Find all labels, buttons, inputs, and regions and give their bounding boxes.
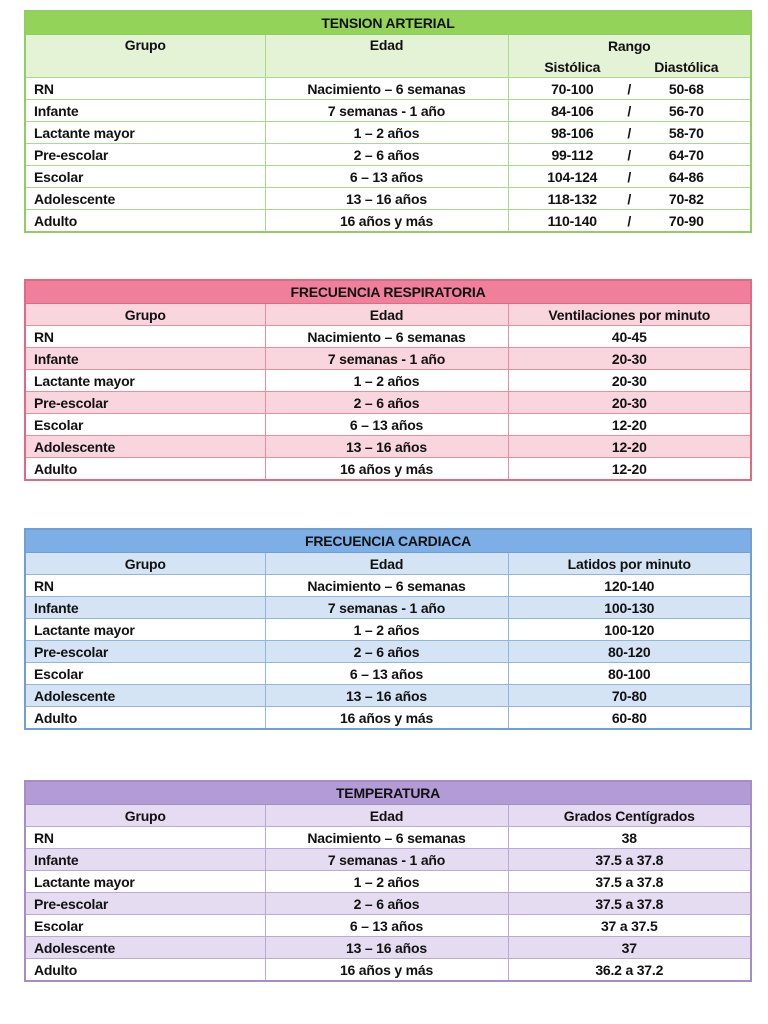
cell-rango <box>508 100 751 122</box>
cell-valor: 37.5 a 37.8 <box>508 893 751 915</box>
table-row <box>25 575 751 597</box>
cell-diastolica: 50-68 <box>668 80 704 97</box>
table-header-row <box>25 304 751 326</box>
cell-grupo: Adulto <box>25 959 265 982</box>
table-row <box>25 827 751 849</box>
cell-valor: 37 a 37.5 <box>508 915 751 937</box>
cell-valor: 120-140 <box>508 575 751 597</box>
cell-sistolica: 104-124 <box>547 168 598 185</box>
table-row <box>25 619 751 641</box>
cell-edad: 2 – 6 años <box>265 893 508 915</box>
cell-grupo: RN <box>25 78 265 100</box>
cell-sistolica: 84-106 <box>551 102 594 119</box>
table-row <box>25 871 751 893</box>
cell-edad: Nacimiento – 6 semanas <box>265 326 508 348</box>
table-row <box>25 915 751 937</box>
cell-grupo: Infante <box>25 849 265 871</box>
cell-valor: 12-20 <box>508 414 751 436</box>
table-row <box>25 348 751 370</box>
table-row <box>25 392 751 414</box>
cell-edad: 2 – 6 años <box>265 392 508 414</box>
cell-grupo: RN <box>25 827 265 849</box>
table-header-row <box>25 553 751 575</box>
cell-grupo: Lactante mayor <box>25 370 265 392</box>
table-row <box>25 641 751 663</box>
cell-rango <box>508 188 751 210</box>
header-grupo: Grupo <box>25 304 265 326</box>
header-edad: Edad <box>265 805 508 827</box>
frecuencia-cardiaca-table <box>24 528 752 730</box>
cell-grupo: Adolescente <box>25 685 265 707</box>
table-row <box>25 959 751 982</box>
cell-edad: Nacimiento – 6 semanas <box>265 827 508 849</box>
cell-diastolica: 64-70 <box>668 146 704 163</box>
cell-valor: 70-80 <box>508 685 751 707</box>
cell-edad: 6 – 13 años <box>265 915 508 937</box>
table-row <box>25 210 751 233</box>
table-row <box>25 937 751 959</box>
table-row <box>25 414 751 436</box>
cell-sistolica: 118-132 <box>547 190 597 207</box>
cell-edad: 2 – 6 años <box>265 144 508 166</box>
cell-valor: 80-120 <box>508 641 751 663</box>
header-grupo: Grupo <box>25 805 265 827</box>
table-row <box>25 436 751 458</box>
cell-grupo: Infante <box>25 100 265 122</box>
temperatura-body <box>25 781 751 981</box>
cell-edad: 6 – 13 años <box>265 663 508 685</box>
cell-edad: Nacimiento – 6 semanas <box>265 78 508 100</box>
cell-edad: 13 – 16 años <box>265 188 508 210</box>
cell-grupo: Lactante mayor <box>25 619 265 641</box>
cell-edad: 7 semanas - 1 año <box>265 100 508 122</box>
cell-valor: 40-45 <box>508 326 751 348</box>
cell-separator: / <box>627 80 632 97</box>
cell-edad: Nacimiento – 6 semanas <box>265 575 508 597</box>
table-title-row <box>25 11 751 35</box>
cell-valor: 20-30 <box>508 392 751 414</box>
cell-edad: 16 años y más <box>265 458 508 481</box>
cell-grupo: Infante <box>25 597 265 619</box>
header-edad: Edad <box>265 553 508 575</box>
table-row <box>25 326 751 348</box>
cell-grupo: Escolar <box>25 166 265 188</box>
cell-grupo: Lactante mayor <box>25 122 265 144</box>
header-valor: Latidos por minuto <box>508 553 751 575</box>
cell-edad: 1 – 2 años <box>265 619 508 641</box>
table-row <box>25 100 751 122</box>
cell-diastolica: 56-70 <box>668 102 704 119</box>
cell-diastolica: 64-86 <box>668 168 704 185</box>
cell-edad: 6 – 13 años <box>265 166 508 188</box>
cell-diastolica: 58-70 <box>668 124 704 141</box>
cell-valor: 12-20 <box>508 436 751 458</box>
cell-grupo: Pre-escolar <box>25 144 265 166</box>
cell-grupo: RN <box>25 326 265 348</box>
cell-edad: 16 años y más <box>265 707 508 730</box>
cell-valor: 12-20 <box>508 458 751 481</box>
cell-separator: / <box>627 124 632 141</box>
frecuencia-cardiaca-body <box>25 529 751 729</box>
cell-grupo: Adolescente <box>25 436 265 458</box>
table-row <box>25 597 751 619</box>
tension-arterial-body <box>25 11 751 232</box>
cell-grupo: Lactante mayor <box>25 871 265 893</box>
header-edad: Edad <box>265 35 508 78</box>
frecuencia-cardiaca-title: FRECUENCIA CARDIACA <box>25 529 751 553</box>
cell-separator: / <box>627 102 632 119</box>
cell-rango <box>508 122 751 144</box>
frecuencia-respiratoria-title: FRECUENCIA RESPIRATORIA <box>25 280 751 304</box>
header-valor: Ventilaciones por minuto <box>508 304 751 326</box>
cell-sistolica: 110-140 <box>547 212 597 229</box>
table-row <box>25 122 751 144</box>
cell-grupo: Pre-escolar <box>25 893 265 915</box>
table-row <box>25 78 751 100</box>
cell-valor: 60-80 <box>508 707 751 730</box>
cell-separator: / <box>627 212 632 229</box>
cell-grupo: RN <box>25 575 265 597</box>
temperatura-table <box>24 780 752 982</box>
cell-valor: 80-100 <box>508 663 751 685</box>
cell-sistolica: 99-112 <box>551 146 594 163</box>
cell-valor: 37.5 a 37.8 <box>508 871 751 893</box>
cell-edad: 7 semanas - 1 año <box>265 597 508 619</box>
cell-rango <box>508 166 751 188</box>
tension-arterial-table <box>24 10 752 233</box>
cell-diastolica: 70-90 <box>668 212 704 229</box>
cell-separator: / <box>627 146 632 163</box>
cell-valor: 37 <box>508 937 751 959</box>
cell-edad: 1 – 2 años <box>265 370 508 392</box>
frecuencia-respiratoria-table <box>24 279 752 481</box>
cell-grupo: Adolescente <box>25 937 265 959</box>
cell-grupo: Adulto <box>25 707 265 730</box>
cell-rango <box>508 78 751 100</box>
cell-valor: 100-120 <box>508 619 751 641</box>
table-row <box>25 166 751 188</box>
cell-edad: 13 – 16 años <box>265 685 508 707</box>
cell-grupo: Escolar <box>25 663 265 685</box>
cell-edad: 1 – 2 años <box>265 871 508 893</box>
header-diastolica: Diastólica <box>654 58 719 75</box>
cell-edad: 16 años y más <box>265 959 508 982</box>
table-title-row <box>25 781 751 805</box>
cell-valor: 20-30 <box>508 348 751 370</box>
cell-grupo: Adolescente <box>25 188 265 210</box>
cell-edad: 7 semanas - 1 año <box>265 849 508 871</box>
cell-grupo: Escolar <box>25 915 265 937</box>
cell-valor: 20-30 <box>508 370 751 392</box>
cell-edad: 13 – 16 años <box>265 436 508 458</box>
cell-separator: / <box>627 168 632 185</box>
cell-edad: 6 – 13 años <box>265 414 508 436</box>
table-row <box>25 849 751 871</box>
header-rango: Rango <box>508 35 751 57</box>
header-sistolica: Sistólica <box>544 58 601 75</box>
header-grupo: Grupo <box>25 553 265 575</box>
cell-grupo: Infante <box>25 348 265 370</box>
frecuencia-respiratoria-body <box>25 280 751 480</box>
cell-valor: 36.2 a 37.2 <box>508 959 751 982</box>
table-title-row <box>25 529 751 553</box>
cell-grupo: Adulto <box>25 210 265 233</box>
table-row <box>25 458 751 481</box>
table-row <box>25 144 751 166</box>
header-rango-sub <box>508 56 751 78</box>
cell-grupo: Adulto <box>25 458 265 481</box>
header-edad: Edad <box>265 304 508 326</box>
table-row <box>25 893 751 915</box>
header-grupo: Grupo <box>25 35 265 78</box>
cell-diastolica: 70-82 <box>668 190 704 207</box>
cell-sistolica: 70-100 <box>551 80 594 97</box>
cell-grupo: Escolar <box>25 414 265 436</box>
cell-grupo: Pre-escolar <box>25 392 265 414</box>
cell-rango <box>508 210 751 233</box>
table-row <box>25 188 751 210</box>
table-title-row <box>25 280 751 304</box>
table-header-row <box>25 35 751 57</box>
cell-rango <box>508 144 751 166</box>
table-row <box>25 370 751 392</box>
table-header-row <box>25 805 751 827</box>
cell-separator: / <box>627 190 632 207</box>
table-row <box>25 707 751 730</box>
cell-valor: 38 <box>508 827 751 849</box>
header-valor: Grados Centígrados <box>508 805 751 827</box>
cell-sistolica: 98-106 <box>551 124 594 141</box>
table-row <box>25 685 751 707</box>
cell-edad: 7 semanas - 1 año <box>265 348 508 370</box>
cell-valor: 37.5 a 37.8 <box>508 849 751 871</box>
cell-edad: 16 años y más <box>265 210 508 233</box>
cell-edad: 2 – 6 años <box>265 641 508 663</box>
cell-valor: 100-130 <box>508 597 751 619</box>
tension-arterial-title: TENSION ARTERIAL <box>25 11 751 35</box>
cell-edad: 1 – 2 años <box>265 122 508 144</box>
cell-edad: 13 – 16 años <box>265 937 508 959</box>
temperatura-title: TEMPERATURA <box>25 781 751 805</box>
cell-grupo: Pre-escolar <box>25 641 265 663</box>
table-row <box>25 663 751 685</box>
